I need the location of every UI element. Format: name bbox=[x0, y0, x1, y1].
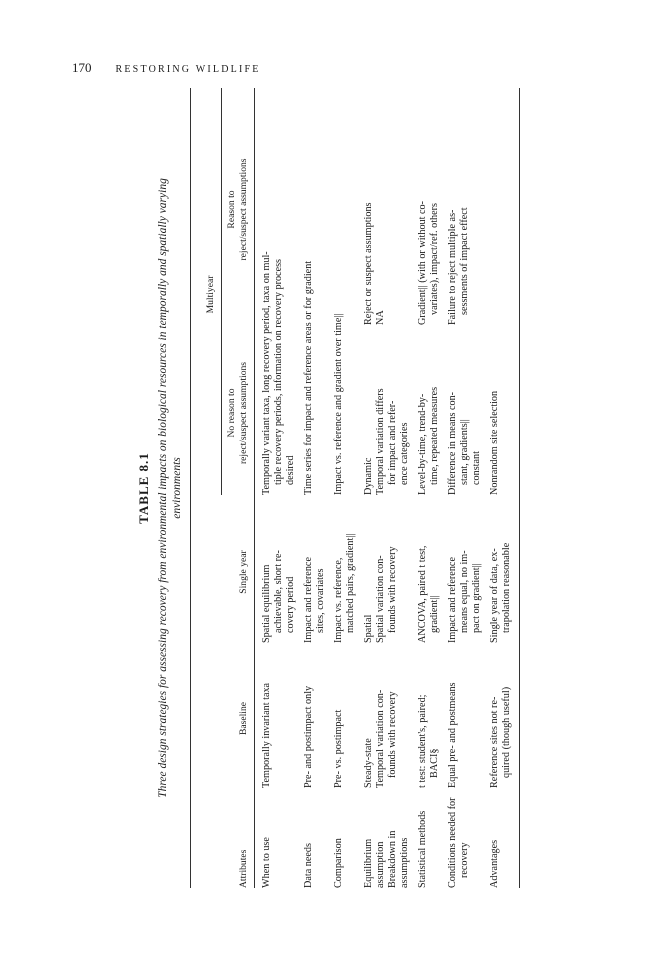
col-single-year: Single year bbox=[238, 550, 249, 594]
cell-single-year: Impact and reference sites, covariates bbox=[303, 557, 326, 643]
table-row bbox=[327, 88, 357, 888]
cell-multiyear: Time series for impact and reference areas or for gradient bbox=[303, 260, 314, 495]
table-caption: Three design strategies for assessing recovery from environmental impacts on biological resources in temporally and spatially varying environments bbox=[157, 178, 183, 798]
cell-single-year: Spatial equilibrium achievable, short re- covery period bbox=[261, 550, 296, 643]
cell-multiyear-reason: Failure to reject multiple as- sessments of impact effect bbox=[447, 207, 470, 325]
cell-single-year: Single year of data, ex- trapolation reasonable bbox=[489, 542, 512, 643]
cell-multiyear-no-reason: Level-by-time, trend-by- time, repeated measures bbox=[417, 386, 440, 495]
cell-multiyear-reason bbox=[483, 88, 513, 325]
row-attribute: Comparison bbox=[333, 838, 344, 888]
cell-multiyear-no-reason: Nonrandom site selection bbox=[489, 390, 500, 495]
page-header bbox=[72, 60, 261, 76]
cell-baseline: Pre- and postimpact only bbox=[303, 685, 314, 788]
col-reason: Reason to reject/suspect assumptions bbox=[226, 158, 249, 261]
cell-single-year: Impact vs. reference, matched pairs, gradient|| bbox=[333, 533, 356, 643]
cell-multiyear-reason: Reject or suspect assumptions NA bbox=[363, 202, 386, 325]
cell-baseline: Steady-state Temporal variation con- founds with recovery bbox=[363, 689, 398, 788]
col-baseline: Baseline bbox=[238, 701, 249, 736]
table-title: TABLE 8.1 bbox=[136, 452, 151, 524]
cell-baseline: Pre- vs. postimpact bbox=[333, 709, 344, 788]
cell-multiyear-no-reason: Dynamic Temporal variation differs for impact and refer- ence categories bbox=[363, 388, 410, 495]
table-row bbox=[411, 88, 441, 888]
table-row bbox=[297, 88, 327, 888]
running-head: RESTORING WILDLIFE bbox=[115, 64, 261, 75]
col-attributes: Attributes bbox=[238, 849, 249, 888]
col-no-reason: No reason to reject/suspect assumptions bbox=[226, 361, 249, 465]
row-attribute: Conditions needed for recovery bbox=[447, 797, 470, 888]
row-attribute: Statistical methods bbox=[417, 810, 428, 888]
bottom-rule bbox=[519, 88, 520, 888]
row-attribute: Equilibrium assumption Breakdown in assumptions bbox=[363, 830, 410, 888]
cell-single-year: Spatial Spatial variation con- founds with recovery bbox=[363, 546, 398, 643]
rotated-table-block bbox=[132, 88, 510, 888]
cell-baseline: Equal pre- and postmeans bbox=[447, 682, 458, 788]
row-attribute: Advantages bbox=[489, 839, 500, 888]
row-attribute: Data needs bbox=[303, 843, 314, 888]
table-row bbox=[357, 88, 411, 888]
cell-multiyear: Impact vs. reference and gradient over time|| bbox=[333, 313, 344, 495]
cell-multiyear-reason: Gradient|| (with or without co- variates), impact/ref. others bbox=[417, 200, 440, 325]
design-strategies-table bbox=[191, 88, 513, 888]
col-multiyear: Multiyear bbox=[191, 88, 222, 495]
cell-multiyear-no-reason: Difference in means con- stant, gradients|| constant bbox=[447, 391, 482, 495]
cell-multiyear: Temporally variant taxa, long recovery period, taxa on mul- tiple recovery periods, information on recovery process desired bbox=[261, 251, 296, 495]
cell-single-year: ANCOVA, paired t test, gradient|| bbox=[417, 545, 440, 643]
table-row bbox=[483, 88, 513, 888]
cell-baseline: Temporally invariant taxa bbox=[261, 682, 272, 788]
table-row bbox=[255, 88, 297, 888]
row-attribute: When to use bbox=[261, 837, 272, 888]
table-row bbox=[441, 88, 483, 888]
page-number: 170 bbox=[72, 60, 92, 75]
cell-baseline: Reference sites not re- quired (though useful) bbox=[489, 686, 512, 788]
cell-single-year: Impact and reference means equal, no im- pact on gradient|| bbox=[447, 550, 482, 643]
cell-baseline: t test: student's, paired; BACI§ bbox=[417, 694, 440, 788]
